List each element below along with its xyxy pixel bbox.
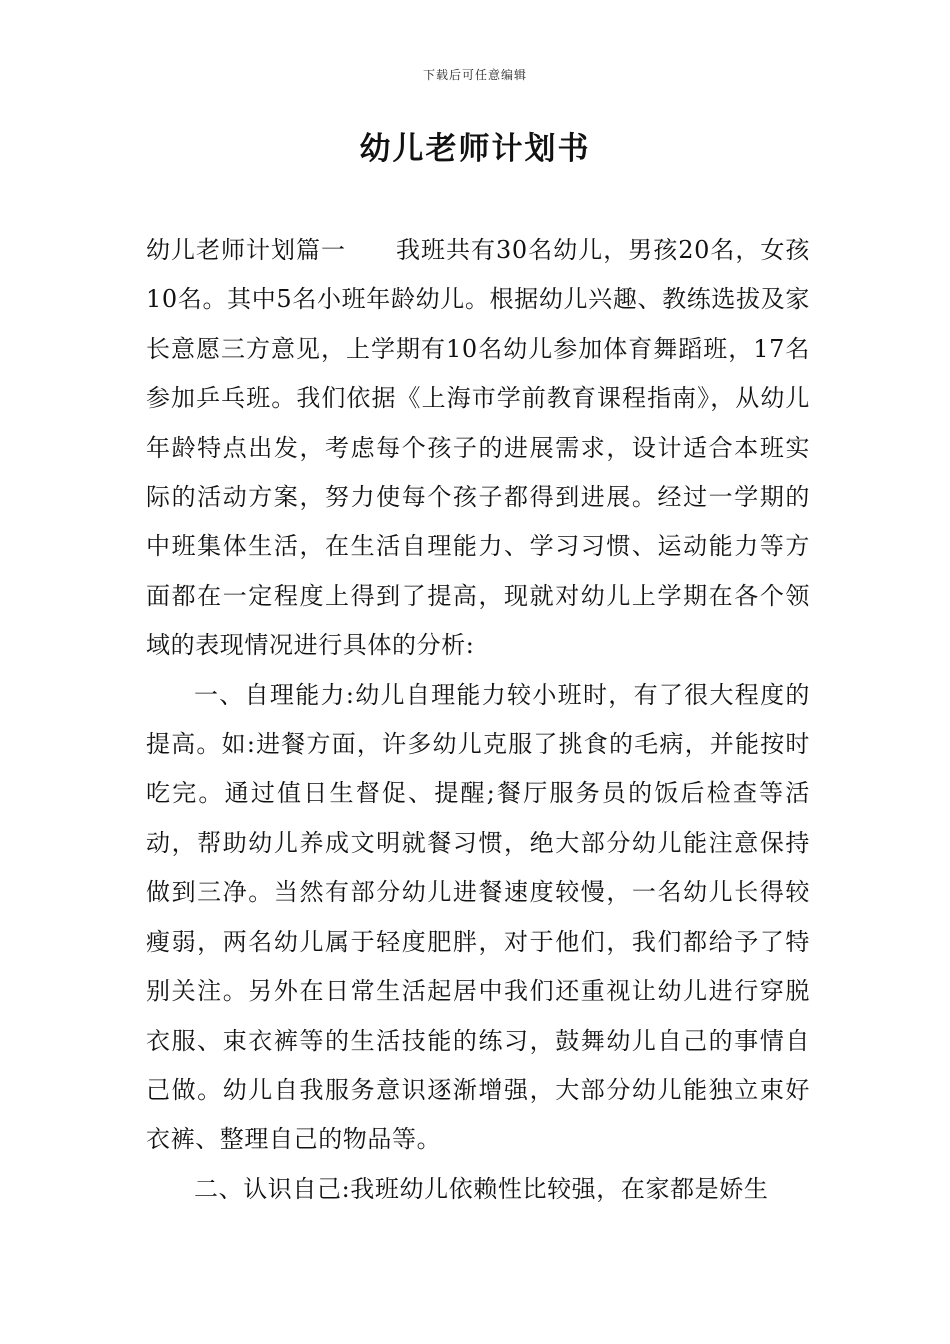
document-title: 幼儿老师计划书 — [359, 131, 591, 167]
paragraph-intro: 幼儿老师计划篇一 我班共有30名幼儿，男孩20名，女孩10名。其中5名小班年龄幼儿。根据幼儿兴趣、教练选拔及家长意愿三方意见，上学期有10名幼儿参加体育舞蹈班，17名参加乒乓班。我们依据《上海市学前教育课程指南》，从幼儿年龄特点出发，考虑每个孩子的进展需求，设计适合本班实际的活动方案，努力使每个孩子都得到进展。经过一学期的中班集体生活，在生活自理能力、学习习惯、运动能力等方面都在一定程度上得到了提高，现就对幼儿上学期在各个领域的表现情况进行具体的分析: — [146, 236, 810, 660]
paragraph-self-care: 一、自理能力:幼儿自理能力较小班时，有了很大程度的提高。如:进餐方面，许多幼儿克服了挑食的毛病，并能按时吃完。通过值日生督促、提醒;餐厅服务员的饭后检查等活动，帮助幼儿养成文明就餐习惯，绝大部分幼儿能注意保持做到三净。当然有部分幼儿进餐速度较慢，一名幼儿长得较瘦弱，两名幼儿属于轻度肥胖，对于他们，我们都给予了特别关注。另外在日常生活起居中我们还重视让幼儿进行穿脱衣服、束衣裤等的生活技能的练习，鼓舞幼儿自己的事情自己做。幼儿自我服务意识逐渐增强，大部分幼儿能独立束好衣裤、整理自己的物品等。 — [146, 680, 810, 1154]
paragraph-self-awareness: 二、认识自己:我班幼儿依赖性比较强，在家都是娇生 — [194, 1174, 769, 1203]
header-note: 下载后可任意编辑 — [422, 68, 527, 82]
document-body — [146, 226, 810, 1214]
